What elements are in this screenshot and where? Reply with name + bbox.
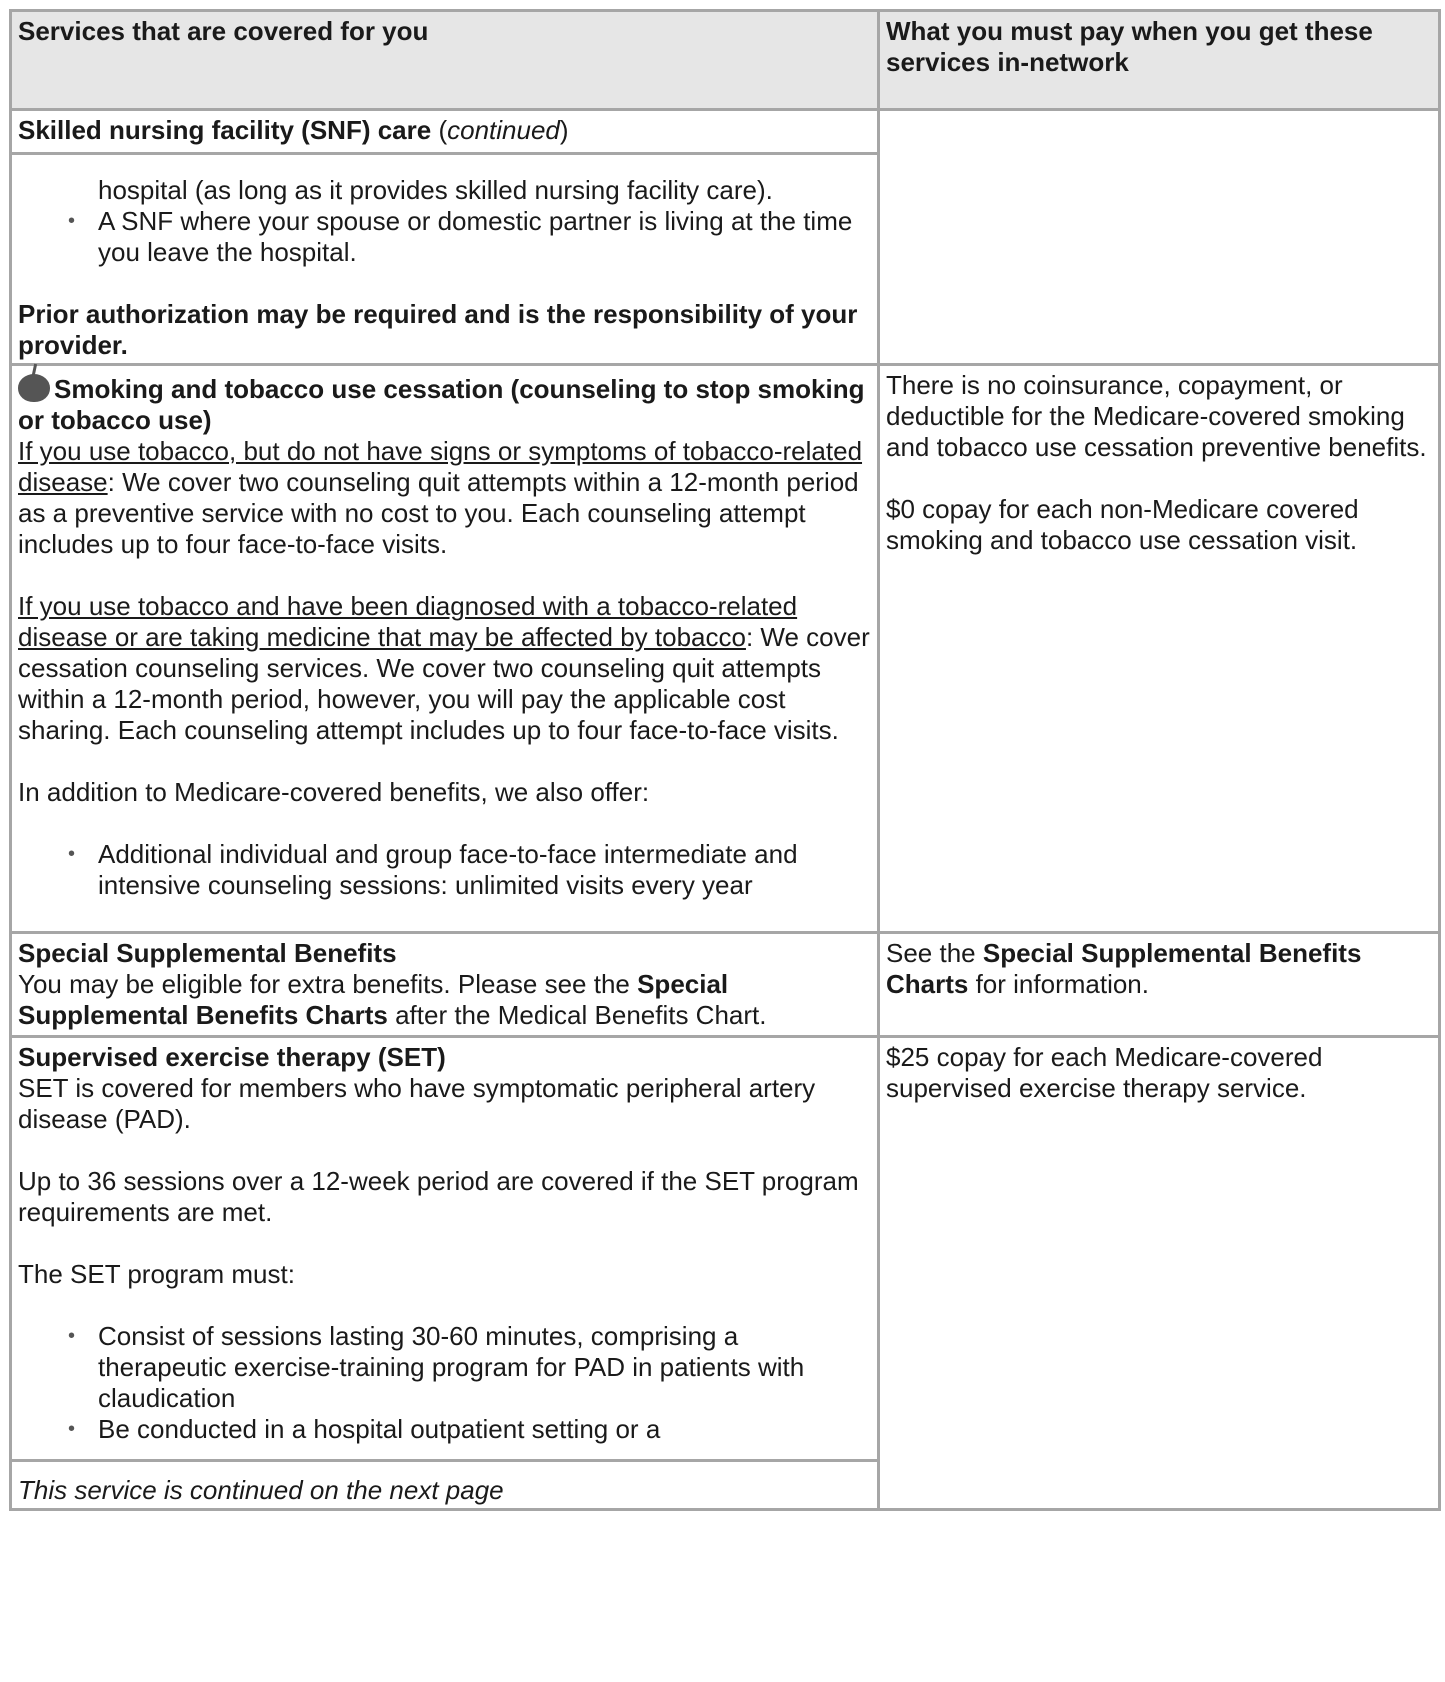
snf-line1: hospital (as long as it provides skilled nursing facility care). bbox=[98, 175, 773, 205]
special-p1-bold: Special Supplemental Benefits Charts bbox=[18, 969, 729, 1030]
smoking-paragraph-1 bbox=[18, 436, 871, 560]
snf-title bbox=[18, 115, 871, 148]
smoking-p2-rest: : We cover cessation counseling services. We cover two counseling quit attempts within a 12-month period, however, you will pay the applicable cost sharing. Each counseling attempt includes up to four face-to-face visits. bbox=[18, 622, 870, 745]
set-paragraph-1: SET is covered for members who have symptomatic peripheral artery disease (PAD). bbox=[18, 1073, 816, 1134]
table-row-set bbox=[11, 1037, 1440, 1461]
table-row-special-supplemental bbox=[11, 933, 1440, 1037]
set-title: Supervised exercise therapy (SET) bbox=[18, 1042, 446, 1072]
special-cost bbox=[886, 938, 1432, 1000]
medical-benefits-table bbox=[9, 9, 1441, 1511]
special-cost-b: for information. bbox=[968, 969, 1149, 999]
snf-title-paren-close: ) bbox=[559, 115, 569, 145]
snf-prior-auth: Prior authorization may be required and is the responsibility of your provider. bbox=[18, 299, 858, 360]
smoking-title bbox=[18, 370, 871, 436]
header-services-covered: Services that are covered for you bbox=[11, 11, 879, 110]
snf-cost-cell bbox=[879, 110, 1440, 365]
smoking-paragraph-3: In addition to Medicare-covered benefits, we also offer: bbox=[18, 777, 650, 807]
snf-title-bold: Skilled nursing facility (SNF) care bbox=[18, 115, 432, 145]
set-service-cell bbox=[11, 1037, 879, 1461]
smoking-bullet-1: • Additional individual and group face-to-face intermediate and intensive counseling sessions: unlimited visits every year bbox=[18, 839, 871, 901]
smoking-paragraph-2 bbox=[18, 591, 871, 746]
snf-body bbox=[12, 152, 877, 361]
smoking-cost-cell bbox=[879, 365, 1440, 933]
set-paragraph-2: Up to 36 sessions over a 12-week period are covered if the SET program requirements are met. bbox=[18, 1166, 859, 1227]
smoking-cost-p2: $0 copay for each non-Medicare covered smoking and tobacco use cessation visit. bbox=[886, 494, 1359, 555]
set-bullet-2: • Be conducted in a hospital outpatient setting or a bbox=[18, 1414, 871, 1445]
snf-bullet-list bbox=[18, 206, 871, 268]
set-cost: $25 copay for each Medicare-covered supervised exercise therapy service. bbox=[886, 1042, 1323, 1103]
smoking-p1-underline: If you use tobacco, but do not have signs or symptoms of tobacco-related disease bbox=[18, 436, 863, 497]
set-bullet-1: • Consist of sessions lasting 30-60 minutes, comprising a therapeutic exercise-training program for PAD in patients with claudication bbox=[18, 1321, 871, 1414]
apple-icon bbox=[18, 370, 50, 402]
table-row-snf bbox=[11, 110, 1440, 365]
smoking-bullet-list bbox=[18, 839, 871, 901]
special-cost-a: See the bbox=[886, 938, 983, 968]
snf-title-continued: continued bbox=[447, 115, 560, 145]
smoking-p2-underline: If you use tobacco and have been diagnosed with a tobacco-related disease or are taking medicine that may be affected by tobacco bbox=[18, 591, 798, 652]
special-cost-bold: Special Supplemental Benefits Charts bbox=[886, 938, 1362, 999]
set-cost-cell bbox=[879, 1037, 1440, 1510]
table-header-row bbox=[11, 11, 1440, 110]
special-service-cell bbox=[11, 933, 879, 1037]
smoking-title-text: Smoking and tobacco use cessation (counseling to stop smoking or tobacco use) bbox=[18, 374, 865, 435]
special-cost-cell bbox=[879, 933, 1440, 1037]
set-bullet-list bbox=[18, 1321, 871, 1445]
continued-footer: This service is continued on the next page bbox=[11, 1461, 879, 1510]
special-title: Special Supplemental Benefits bbox=[18, 938, 397, 968]
snf-service-cell bbox=[11, 110, 879, 365]
snf-bullet-1: • A SNF where your spouse or domestic partner is living at the time you leave the hospital. bbox=[18, 206, 871, 268]
special-paragraph bbox=[18, 969, 871, 1031]
snf-title-paren-open: ( bbox=[431, 115, 448, 145]
header-what-you-pay: What you must pay when you get these services in-network bbox=[879, 11, 1440, 110]
smoking-cost-p1: There is no coinsurance, copayment, or deductible for the Medicare-covered smoking and tobacco use cessation preventive benefits. bbox=[886, 370, 1427, 462]
smoking-p1-rest: : We cover two counseling quit attempts within a 12-month period as a preventive service with no cost to you. Each counseling attempt includes up to four face-to-face visits. bbox=[18, 467, 859, 559]
special-p1-b: after the Medical Benefits Chart. bbox=[387, 1000, 767, 1030]
table-row-smoking bbox=[11, 365, 1440, 933]
set-paragraph-3: The SET program must: bbox=[18, 1259, 295, 1289]
smoking-service-cell bbox=[11, 365, 879, 933]
special-p1-a: You may be eligible for extra benefits. Please see the bbox=[18, 969, 638, 999]
